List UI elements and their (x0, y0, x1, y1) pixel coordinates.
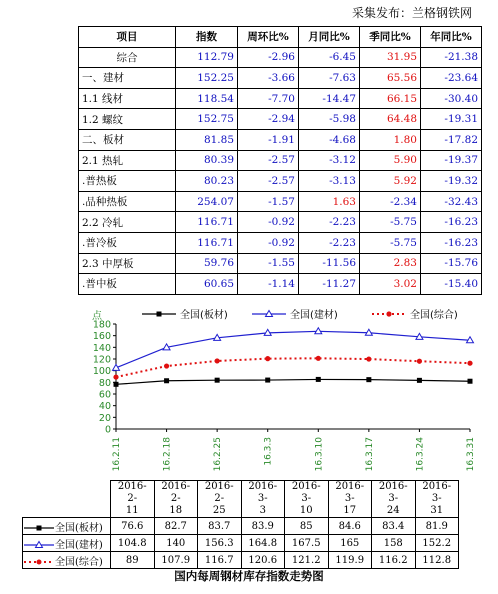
row-value: -3.12 (299, 150, 360, 171)
index-table-row (79, 253, 482, 274)
data-table-date: 2016-2- 25 (198, 481, 242, 518)
index-table-header (79, 27, 482, 48)
row-value: 1.63 (299, 191, 360, 212)
row-value: -5.75 (360, 212, 421, 233)
data-table-date: 2016-2- 18 (154, 481, 198, 518)
data-table-row (23, 518, 459, 535)
header-wow: 周环比% (238, 27, 299, 48)
data-table-legend-icon (23, 523, 55, 533)
data-table-date: 2016-2- 11 (111, 481, 155, 518)
data-table-value: 107.9 (154, 552, 198, 569)
row-value: -1.91 (238, 129, 299, 150)
data-table-date: 2016-3- 31 (415, 481, 459, 518)
row-value: 5.90 (360, 150, 421, 171)
row-value: -1.57 (238, 191, 299, 212)
data-point (164, 378, 169, 383)
index-table-row (79, 109, 482, 130)
y-tick-label: 80 (98, 377, 111, 389)
header-item: 项目 (79, 27, 176, 48)
x-tick-label: 16.3.3 (263, 437, 274, 466)
chart-caption: 国内每周钢材库存指数走势图 (174, 569, 324, 583)
data-point (265, 356, 270, 361)
row-value: -11.27 (299, 274, 360, 295)
x-tick-label: 16.3.17 (364, 437, 375, 472)
data-table-value: 83.9 (241, 518, 285, 535)
data-table-value: 82.7 (154, 518, 198, 535)
data-table-value: 121.2 (285, 552, 329, 569)
data-table-value: 81.9 (415, 518, 459, 535)
row-value: -15.40 (421, 274, 482, 295)
data-table-value: 104.8 (111, 535, 155, 552)
row-value: -7.70 (238, 88, 299, 109)
row-value: -0.92 (238, 212, 299, 233)
header-yoy: 年同比% (421, 27, 482, 48)
data-table-value: 85 (285, 518, 329, 535)
data-table-value: 89 (111, 552, 155, 569)
data-table-value: 119.9 (328, 552, 372, 569)
row-name: .普冷板 (79, 232, 176, 253)
row-name: 1.2 螺纹 (79, 109, 176, 130)
row-value: -16.23 (421, 212, 482, 233)
header-qoq: 季同比% (360, 27, 421, 48)
row-value: -32.43 (421, 191, 482, 212)
row-value: -2.57 (238, 150, 299, 171)
row-value: -5.75 (360, 232, 421, 253)
row-value: 118.54 (176, 88, 238, 109)
data-table-value: 76.6 (111, 518, 155, 535)
y-tick-label: 0 (104, 424, 111, 436)
data-table-series-name: 全国(板材) (55, 522, 103, 534)
row-value: -19.32 (421, 171, 482, 192)
inventory-index-line-chart (0, 305, 498, 477)
row-value: -7.63 (299, 68, 360, 89)
row-value: 3.02 (360, 274, 421, 295)
row-value: 64.48 (360, 109, 421, 130)
legend-label: 全国(建材) (290, 310, 338, 321)
row-name: 综合 (79, 47, 176, 68)
row-value: 31.95 (360, 47, 421, 68)
row-value: 66.15 (360, 88, 421, 109)
y-tick-label: 160 (92, 331, 111, 343)
data-table-value: 120.6 (241, 552, 285, 569)
data-point (417, 378, 422, 383)
row-name: 2.1 热轧 (79, 150, 176, 171)
data-table-value: 84.6 (328, 518, 372, 535)
row-value: 2.83 (360, 253, 421, 274)
row-value: -3.66 (238, 68, 299, 89)
row-value: -1.55 (238, 253, 299, 274)
data-table-value: 116.2 (372, 552, 416, 569)
row-value: -23.64 (421, 68, 482, 89)
data-table-date: 2016-3- 3 (241, 481, 285, 518)
data-table-date: 2016-3- 10 (285, 481, 329, 518)
row-value: 81.85 (176, 129, 238, 150)
data-table-value: 83.4 (372, 518, 416, 535)
data-table-date: 2016-3- 24 (372, 481, 416, 518)
y-tick-label: 140 (92, 342, 111, 354)
row-name: 2.3 中厚板 (79, 253, 176, 274)
data-point (386, 311, 391, 316)
index-table-row (79, 232, 482, 253)
row-value: -30.40 (421, 88, 482, 109)
data-table-series-name: 全国(建材) (55, 539, 103, 551)
data-table-date: 2016-3- 17 (328, 481, 372, 518)
data-point (265, 378, 270, 383)
data-table-row (23, 535, 459, 552)
x-tick-label: 16.2.18 (162, 437, 173, 472)
row-value: 80.39 (176, 150, 238, 171)
data-table-series-label (23, 518, 111, 535)
row-name: .品种热板 (79, 191, 176, 212)
x-tick-label: 16.3.24 (415, 437, 426, 472)
row-name: 2.2 冷轧 (79, 212, 176, 233)
row-value: -19.37 (421, 150, 482, 171)
row-value: -2.23 (299, 232, 360, 253)
row-value: 116.71 (176, 212, 238, 233)
row-name: 一、建材 (79, 68, 176, 89)
row-name: 二、板材 (79, 129, 176, 150)
data-point (417, 359, 422, 364)
row-value: -4.68 (299, 129, 360, 150)
data-table-value: 164.8 (241, 535, 285, 552)
row-value: -1.14 (238, 274, 299, 295)
data-point (113, 374, 118, 379)
index-table-row (79, 47, 482, 68)
row-value: -6.45 (299, 47, 360, 68)
data-table-series-name: 全国(综合) (55, 556, 103, 568)
row-value: -16.23 (421, 232, 482, 253)
header-index: 指数 (176, 27, 238, 48)
row-value: 60.65 (176, 274, 238, 295)
y-tick-label: 120 (92, 354, 111, 366)
x-tick-label: 16.2.11 (112, 437, 122, 472)
row-value: -5.98 (299, 109, 360, 130)
row-value: -17.82 (421, 129, 482, 150)
data-table-value: 116.7 (198, 552, 242, 569)
x-tick-label: 16.3.10 (314, 437, 325, 472)
data-point (467, 361, 472, 366)
y-tick-label: 40 (98, 401, 111, 413)
legend-label: 全国(板材) (180, 310, 228, 321)
row-value: 59.76 (176, 253, 238, 274)
index-table-row (79, 212, 482, 233)
data-table-value: 167.5 (285, 535, 329, 552)
data-point (215, 378, 220, 383)
index-table-row (79, 171, 482, 192)
chart-data-table (22, 480, 459, 569)
row-value: -14.47 (299, 88, 360, 109)
row-value: 116.71 (176, 232, 238, 253)
row-value: -0.92 (238, 232, 299, 253)
index-table-row (79, 68, 482, 89)
row-value: 80.23 (176, 171, 238, 192)
y-tick-label: 60 (98, 389, 111, 401)
index-table-row (79, 274, 482, 295)
data-table-value: 158 (372, 535, 416, 552)
row-value: -2.23 (299, 212, 360, 233)
y-tick-label: 20 (98, 412, 111, 424)
data-table-value: 156.3 (198, 535, 242, 552)
row-name: 1.1 线材 (79, 88, 176, 109)
data-point (316, 377, 321, 382)
data-point (316, 356, 321, 361)
data-point (468, 379, 473, 384)
row-value: 254.07 (176, 191, 238, 212)
data-point (366, 377, 371, 382)
data-point (215, 358, 220, 363)
data-table-header (23, 481, 459, 518)
row-value: 152.75 (176, 109, 238, 130)
data-table-legend-icon (23, 557, 55, 567)
data-table-series-label (23, 552, 111, 569)
row-value: -2.96 (238, 47, 299, 68)
index-table-row (79, 150, 482, 171)
data-table-value: 112.8 (415, 552, 459, 569)
data-table-series-label (23, 535, 111, 552)
row-value: -2.57 (238, 171, 299, 192)
row-value: 1.80 (360, 129, 421, 150)
index-table-row (79, 88, 482, 109)
row-value: -3.13 (299, 171, 360, 192)
index-table (78, 26, 482, 295)
row-value: 65.56 (360, 68, 421, 89)
row-value: -21.38 (421, 47, 482, 68)
data-table-legend-icon (23, 540, 55, 550)
row-value: -11.56 (299, 253, 360, 274)
row-value: -15.76 (421, 253, 482, 274)
data-table-value: 140 (154, 535, 198, 552)
index-table-row (79, 129, 482, 150)
index-table-row (79, 191, 482, 212)
legend-label: 全国(综合) (410, 310, 458, 321)
data-table-value: 152.2 (415, 535, 459, 552)
data-table-value: 83.7 (198, 518, 242, 535)
row-value: 112.79 (176, 47, 238, 68)
data-point (114, 382, 119, 387)
header-mom: 月同比% (299, 27, 360, 48)
data-point (157, 312, 162, 317)
y-tick-label: 100 (92, 366, 111, 378)
data-point (164, 363, 169, 368)
row-value: -19.31 (421, 109, 482, 130)
row-value: -2.94 (238, 109, 299, 130)
series-line (116, 379, 470, 384)
row-name: .普中板 (79, 274, 176, 295)
row-value: 152.25 (176, 68, 238, 89)
data-table-value: 165 (328, 535, 372, 552)
data-point (366, 356, 371, 361)
row-name: .普热板 (79, 171, 176, 192)
row-value: 5.92 (360, 171, 421, 192)
row-value: -2.34 (360, 191, 421, 212)
y-tick-label: 180 (92, 319, 111, 331)
data-table-corner (23, 481, 111, 518)
x-tick-label: 16.3.31 (466, 437, 476, 472)
y-axis-label: 点 (92, 311, 102, 322)
data-table-row (23, 552, 459, 569)
x-tick-label: 16.2.25 (213, 437, 224, 472)
source-label: 采集发布：兰格钢铁网 (352, 6, 473, 20)
